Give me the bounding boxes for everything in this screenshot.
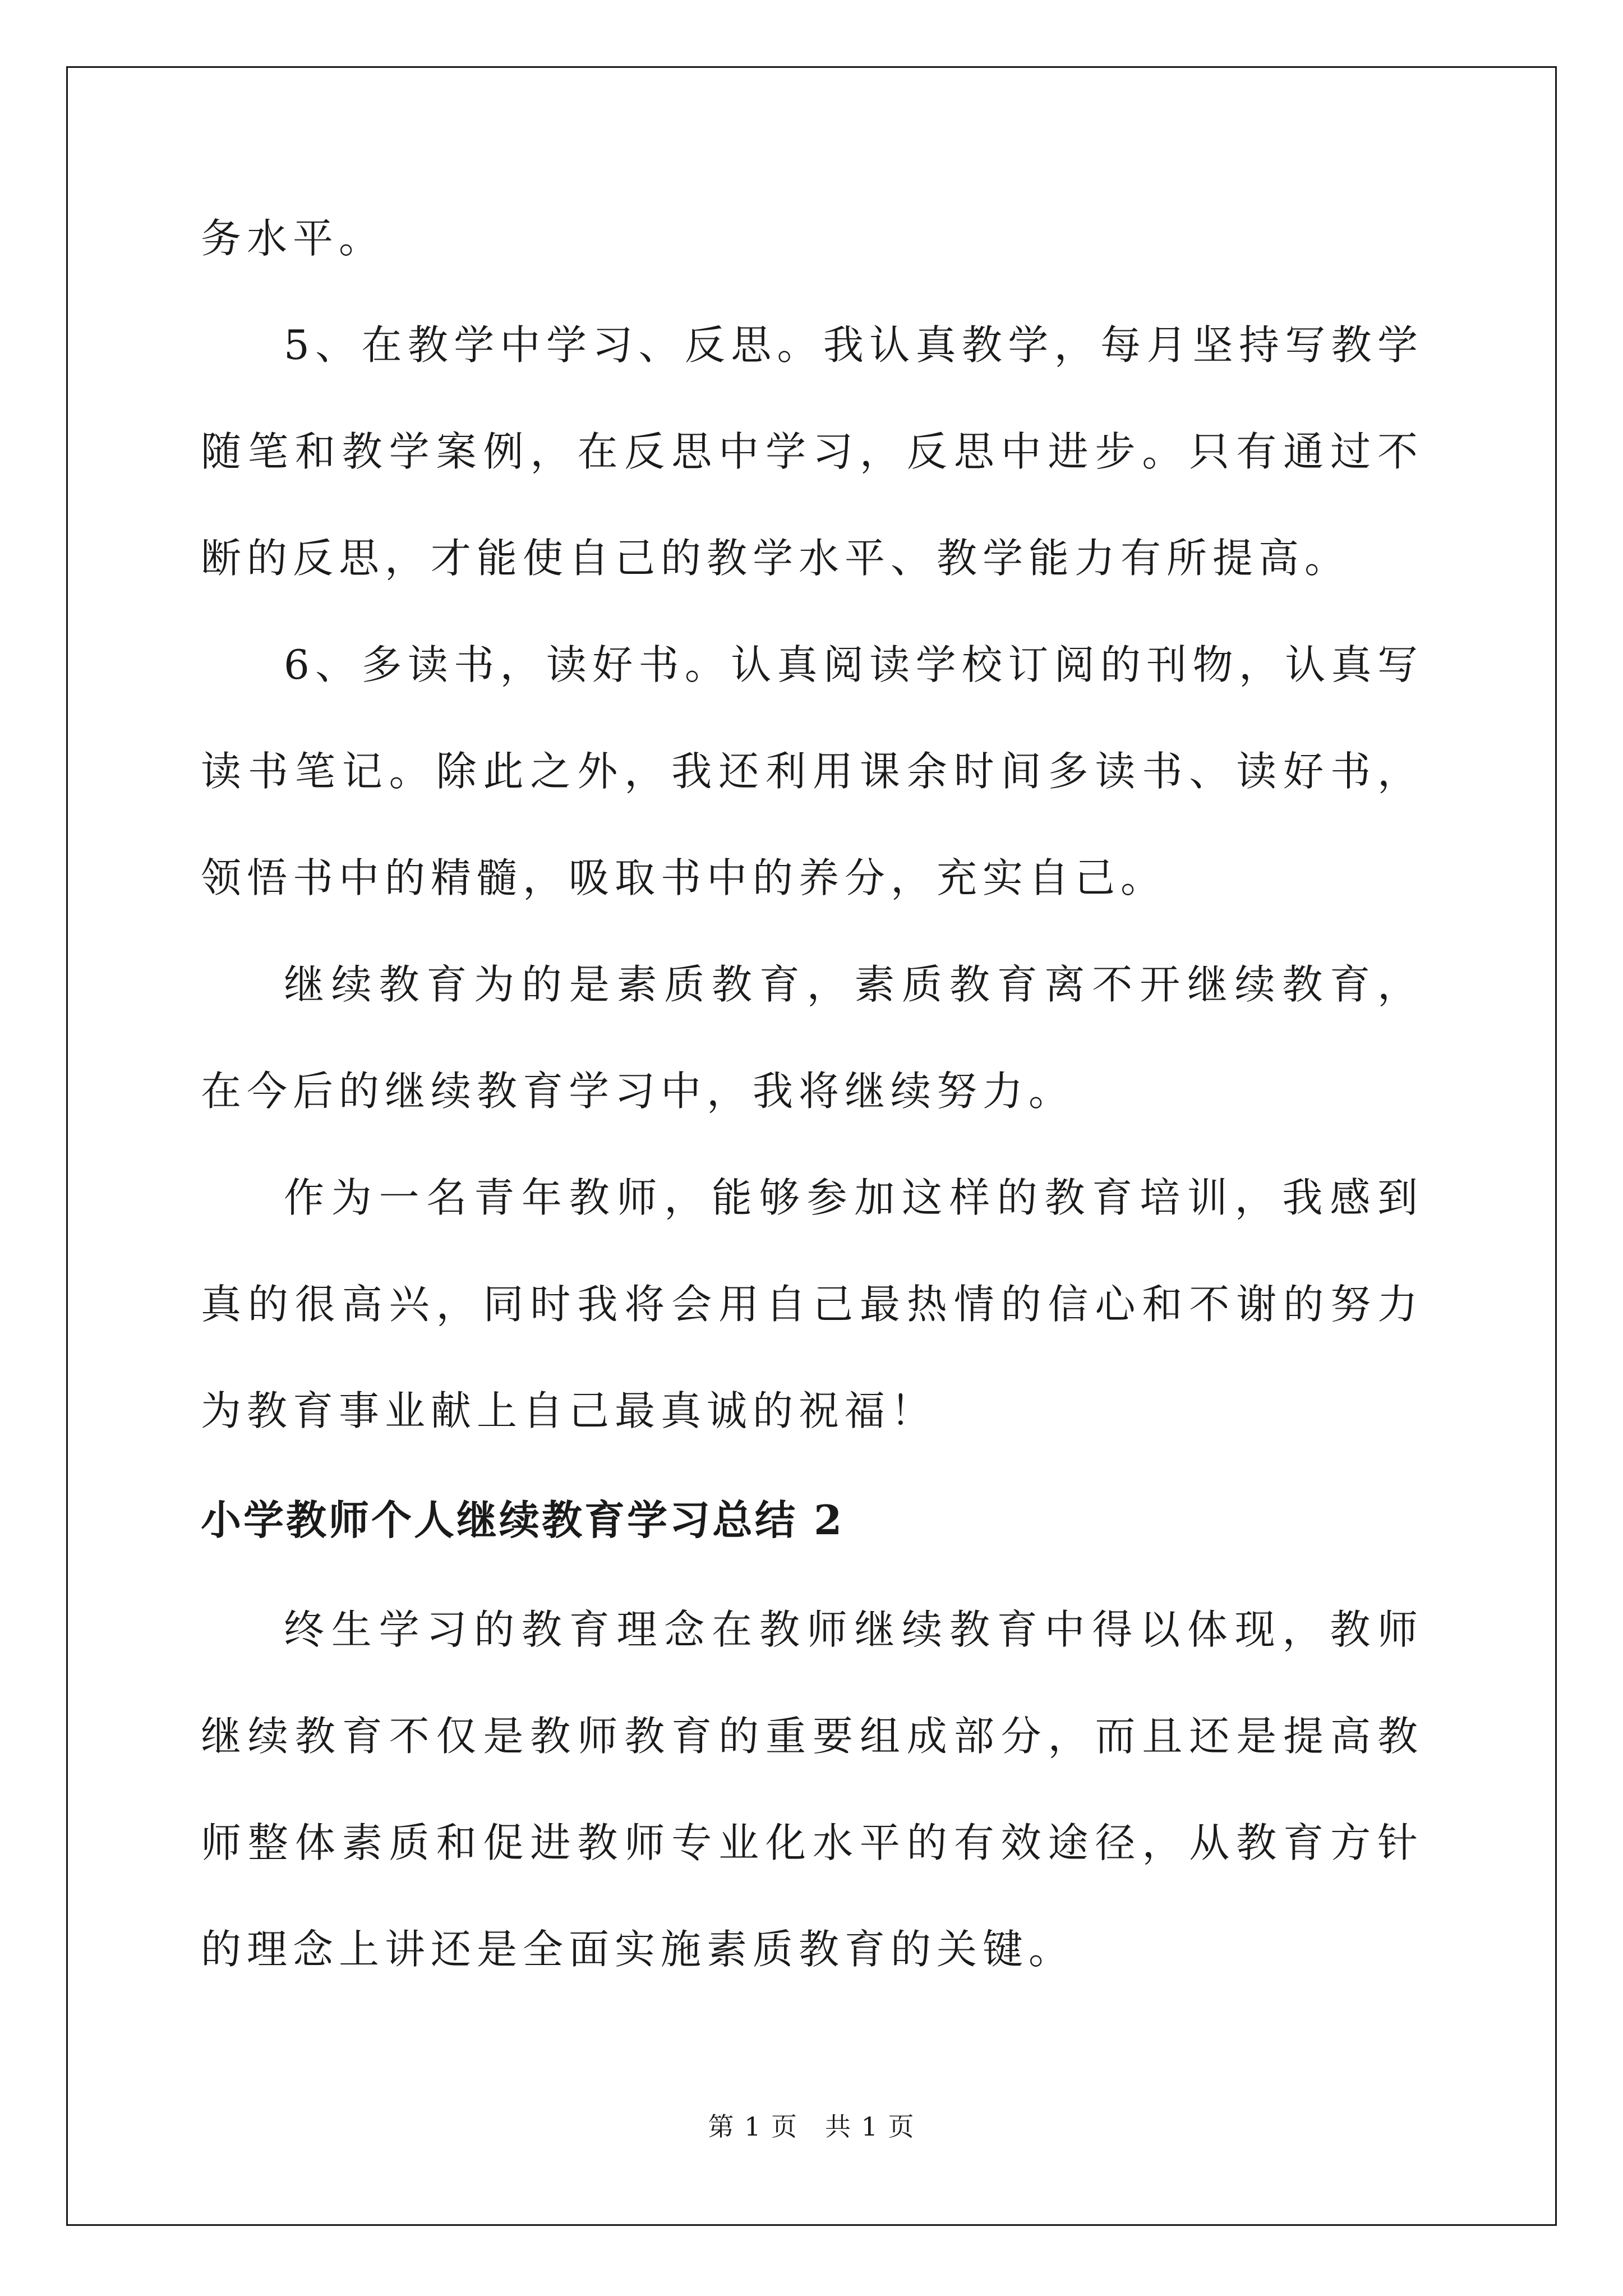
paragraph-continuing-education: 继续教育为的是素质教育，素质教育离不开继续教育，在今后的继续教育学习中，我将继续努力。 [201,961,1423,1115]
paragraph-item-6: 6、多读书，读好书。认真阅读学校订阅的刊物，认真写读书笔记。除此之外，我还利用课余时间多读书、读好书，领悟书中的精髓，吸取书中的养分，充实自己。 [201,641,1423,901]
paragraph-lifelong-learning: 终生学习的教育理念在教师继续教育中得以体现，教师继续教育不仅是教师教育的重要组成部分，而且还是提高教师整体素质和促进教师专业化水平的有效途径，从教育方针的理念上讲还是全面实施素质教育的关键。 [201,1606,1423,1973]
paragraph-item-5: 5、在教学中学习、反思。我认真教学，每月坚持写教学随笔和教学案例，在反思中学习，反思中进步。只有通过不断的反思，才能使自己的教学水平、教学能力有所提高。 [201,321,1423,582]
paragraph-continuation: 务水平。 [201,215,385,262]
page-number-footer: 第 1 页 共 1 页 [708,2111,915,2142]
document-body [201,185,1423,2003]
paragraph-young-teacher: 作为一名青年教师，能够参加这样的教育培训，我感到真的很高兴，同时我将会用自己最热情的信心和不谢的努力为教育事业献上自己最真诚的祝福！ [201,1174,1423,1434]
section-heading: 小学教师个人继续教育学习总结 2 [201,1496,845,1544]
